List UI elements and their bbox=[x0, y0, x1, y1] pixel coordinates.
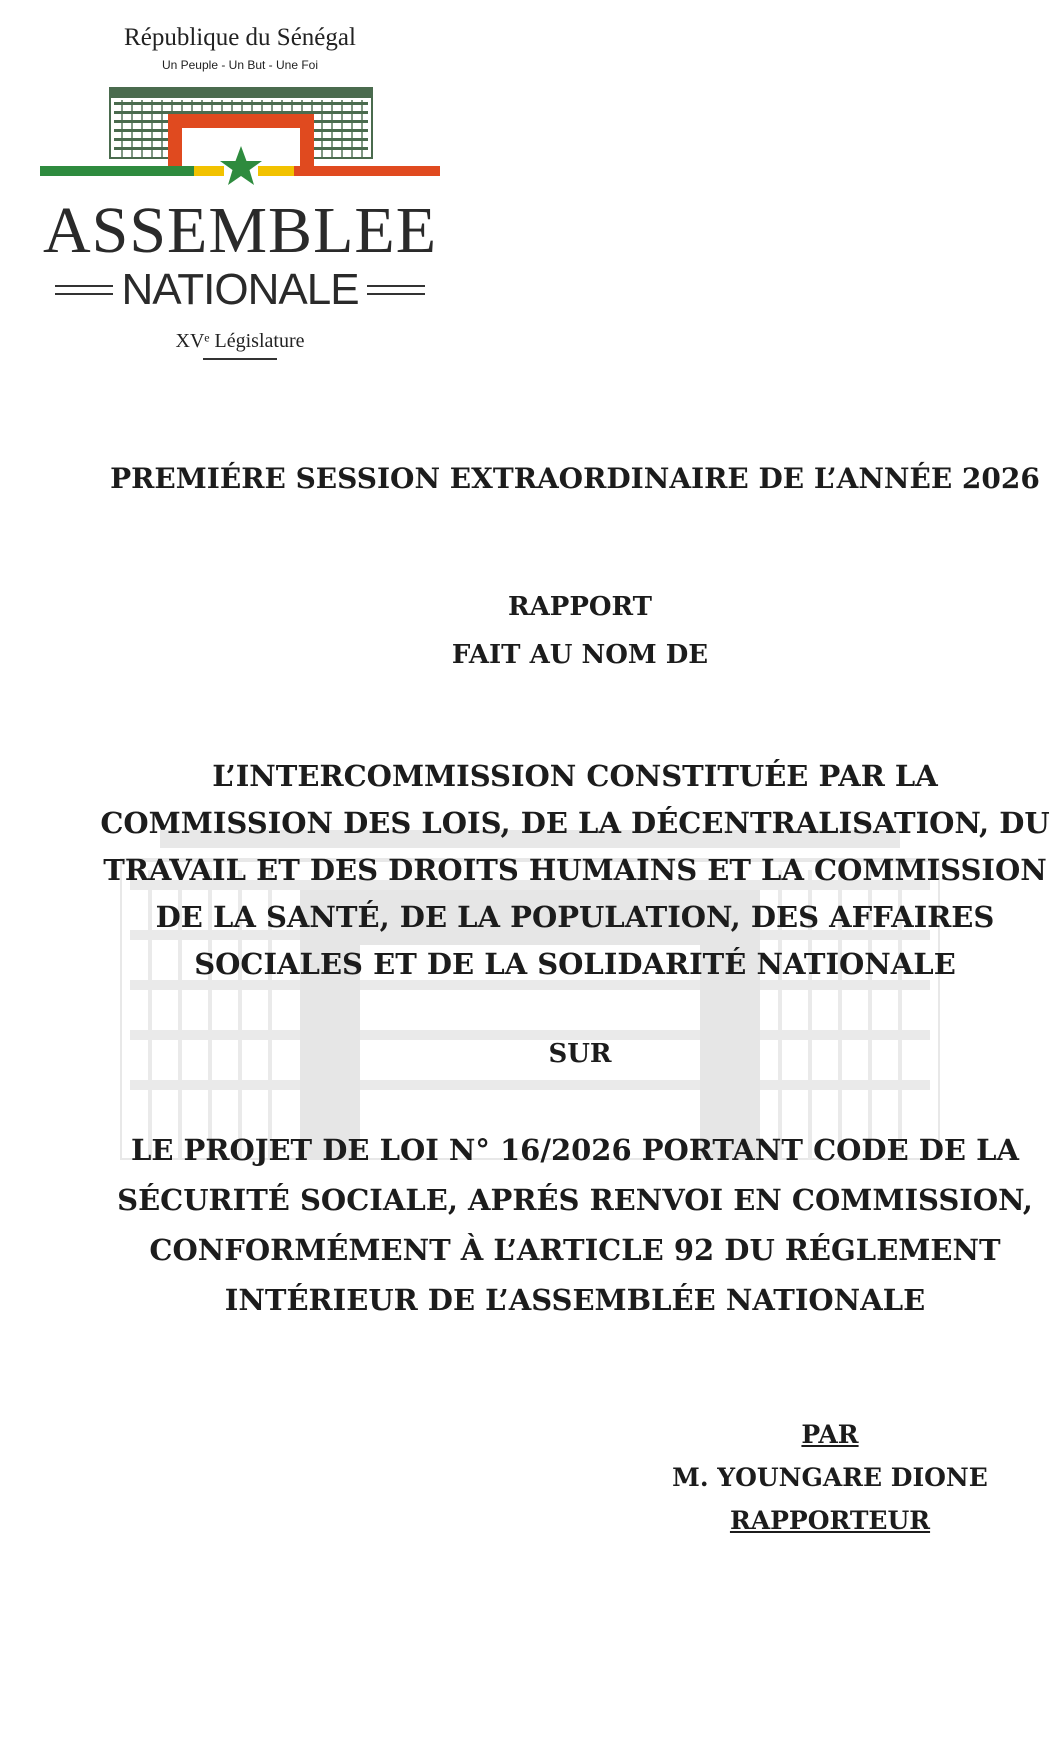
bill-paragraph: LE PROJET DE LOI N° 16/2026 PORTANT CODE DE LA SÉCURITÉ SOCIALE, APRÉS RENVOI EN COMMISSION, CONFORMÉMENT À L’ARTICLE 92 DU RÉGLEMENT INTÉRIEUR DE L’ASSEMBLÉE NATIONALE bbox=[117, 1133, 1033, 1317]
decorative-rule-right bbox=[367, 285, 425, 295]
institution-title: ASSEMBLEE bbox=[42, 194, 438, 267]
country-name: République du Sénégal bbox=[124, 24, 356, 51]
on-label: SUR bbox=[548, 1039, 612, 1069]
legislature-underline bbox=[203, 358, 277, 360]
author-name: M. YOUNGARE DIONE bbox=[672, 1463, 988, 1492]
national-motto: Un Peuple - Un But - Une Foi bbox=[161, 58, 319, 72]
author-role: RAPPORTEUR bbox=[729, 1506, 931, 1535]
institution-subtitle: NATIONALE bbox=[121, 265, 359, 314]
intercommission-paragraph: L’INTERCOMMISSION CONSTITUÉE PAR LA COMMISSION DES LOIS, DE LA DÉCENTRALISATION, DU TRAVAIL ET DES DROITS HUMAINS ET LA COMMISSION DE LA SANTÉ, DE LA POPULATION, DES AFFAIRES SOCIALES ET DE LA SOLIDARITÉ NATIONALE bbox=[100, 759, 1050, 981]
report-label: RAPPORT bbox=[507, 592, 653, 622]
institution-subtitle-row bbox=[40, 265, 440, 314]
parliament-building-icon bbox=[40, 78, 440, 208]
assemblee-nationale-logo bbox=[40, 18, 440, 368]
on-behalf-label: FAIT AU NOM DE bbox=[451, 640, 709, 670]
legislature-label: XVᵉ Législature bbox=[175, 330, 305, 352]
by-label: PAR bbox=[801, 1420, 859, 1449]
decorative-rule-left bbox=[55, 285, 113, 295]
session-heading: PREMIÉRE SESSION EXTRAORDINAIRE DE L’ANNÉE 2026 bbox=[110, 462, 1040, 495]
